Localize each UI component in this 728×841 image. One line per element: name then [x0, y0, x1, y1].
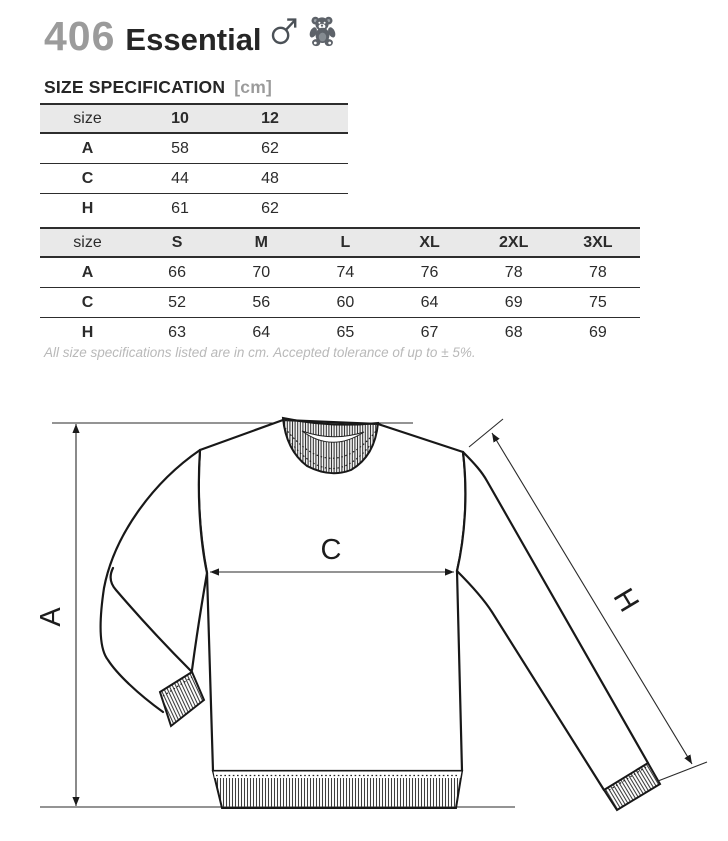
column-header-size: size [40, 104, 135, 133]
section-title: SIZE SPECIFICATION [44, 77, 226, 97]
table-cell: 62 [225, 133, 315, 164]
right-sleeve [457, 452, 648, 790]
section-unit: [cm] [234, 77, 273, 97]
table-cell: 61 [171, 199, 189, 217]
dimension-a [35, 424, 76, 806]
column-header-XL: XL [387, 228, 471, 257]
table-cell: 48 [225, 164, 315, 194]
table-cell: 69 [588, 323, 607, 341]
table-cell: 52 [135, 288, 219, 318]
table-cell: 44 [135, 164, 225, 194]
table-cell: 69 [472, 288, 556, 318]
product-code: 406 [44, 13, 116, 59]
hem-ribbing [213, 771, 462, 808]
table-cell: 66 [135, 257, 219, 288]
row-label: H [81, 199, 94, 217]
table-cell: 70 [219, 257, 303, 288]
column-header-M: M [219, 228, 303, 257]
table-cell: 64 [252, 323, 271, 341]
column-header-10: 10 [135, 104, 225, 133]
table-cell: 62 [261, 199, 279, 217]
tolerance-footnote: All size specifications listed are in cm. Accepted tolerance of up to ± 5%. [44, 345, 476, 360]
table-cell: 78 [472, 257, 556, 288]
row-label: H [81, 323, 94, 341]
product-name: Essential [125, 22, 262, 57]
row-label: A [40, 257, 135, 288]
dimension-h-label: H [606, 583, 645, 618]
table-cell: 63 [168, 323, 186, 341]
table-cell: 58 [135, 133, 225, 164]
dimension-a-label: A [35, 607, 67, 627]
table-cell: 75 [556, 288, 640, 318]
dimension-c-label: C [320, 534, 342, 566]
table-cell: 68 [504, 323, 523, 341]
row-label: C [40, 164, 135, 194]
table-cell: 78 [556, 257, 640, 288]
column-header-L: L [303, 228, 387, 257]
table-cell: 65 [336, 323, 355, 341]
table-cell: 64 [387, 288, 471, 318]
column-header-S: S [135, 228, 219, 257]
table-cell: 60 [303, 288, 387, 318]
row-label: C [40, 288, 135, 318]
column-header-3XL: 3XL [556, 228, 640, 257]
table-cell: 76 [387, 257, 471, 288]
row-label: A [40, 133, 135, 164]
column-header-size: size [40, 228, 135, 257]
table-cell: 56 [219, 288, 303, 318]
dimension-h-extension-bottom [658, 762, 707, 781]
table-cell: 74 [303, 257, 387, 288]
table-cell: 67 [420, 323, 439, 341]
column-header-2XL: 2XL [472, 228, 556, 257]
column-header-12: 12 [225, 104, 315, 133]
